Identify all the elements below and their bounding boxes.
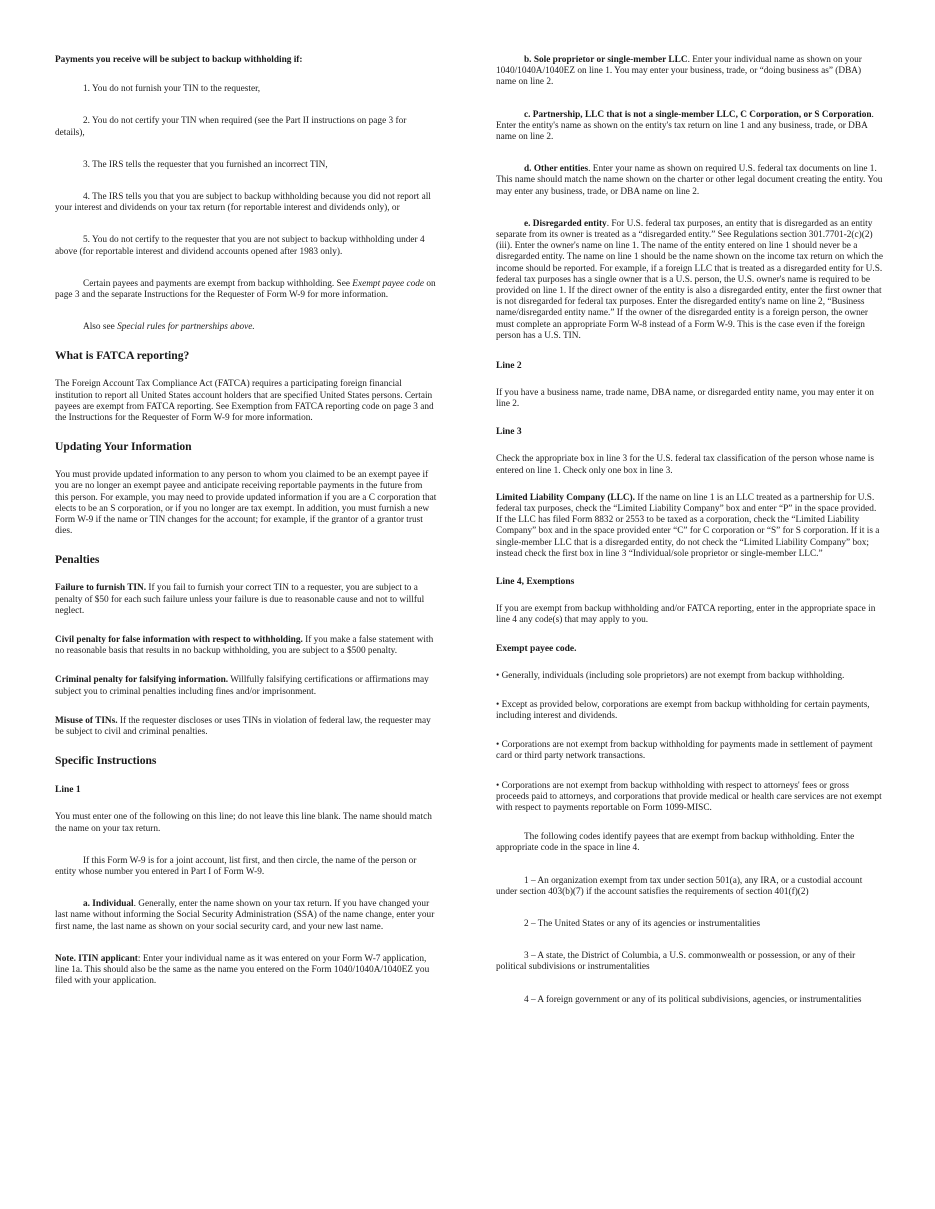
other-entities-text: . Enter your name as shown on required U.S. federal tax documents on line 1. This name should match the name shown on the charter or other legal document creating the entity. You may enter any business, trade, or DBA name on line 2. bbox=[496, 164, 883, 197]
penalty-3-title: Criminal penalty for falsifying information. bbox=[55, 675, 229, 686]
partnership-title: c. Partnership, LLC that is not a single-member LLC, C Corporation, or S Corporation bbox=[524, 109, 872, 120]
line-2-heading: Line 2 bbox=[496, 361, 522, 372]
updating-heading: Updating Your Information bbox=[55, 440, 192, 454]
penalty-4-title: Misuse of TINs. bbox=[55, 715, 118, 726]
specific-instructions-heading: Specific Instructions bbox=[55, 754, 157, 768]
left-column bbox=[55, 55, 437, 998]
codes-intro: The following codes identify payees that are exempt from backup withholding. Enter the appropriate code in the space in line 4. bbox=[496, 832, 855, 854]
penalties-heading: Penalties bbox=[55, 553, 100, 567]
itin-note bbox=[55, 954, 437, 988]
penalty-1-title: Failure to furnish TIN. bbox=[55, 583, 147, 594]
llc-paragraph bbox=[496, 493, 883, 560]
disregarded-text: . For U.S. federal tax purposes, an entity that is disregarded as an entity separate from its owner is treated as a “disregarded entity.” See Regulations section 301.7701-2(c)(2)(iii). Enter the owner's name on line 1. The name of the entity entered on line 1 should never be a disregarded entity. The name on line 1 should be the name shown on the income tax return on which the income should be reported. For example, if a foreign LLC that is treated as a disregarded entity for U.S. federal tax purposes has a single owner that is a U.S. person, the U.S. owner's name is required to be provided on line 1. If the direct owner of the entity is also a disregarded entity, enter the first owner that is not disregarded for federal tax purposes. Enter the disregarded entity's name on line 2, “Business name/disregarded entity name.” If the owner of the disregarded entity is a foreign person, the owner must complete an appropriate Form W-8 instead of a Form W-9. This is the case even if the foreign person has a U.S. TIN. bbox=[496, 218, 884, 341]
itin-title: Note. ITIN applicant bbox=[55, 953, 138, 964]
fatca-text: The Foreign Account Tax Compliance Act (FATCA) requires a participating foreign financial institution to report all United States account holders that are specified United States persons. Certain payees are exempt from FATCA reporting. See Exemption from FATCA reporting code on page 3 and the Instructions for the Requester of Form W-9 for more information. bbox=[55, 379, 434, 424]
exempt-bullet-2: • Except as provided below, corporations are exempt from backup withholding for certain payments, including interest and dividends. bbox=[496, 699, 870, 721]
disregarded-title: e. Disregarded entity bbox=[524, 218, 607, 229]
exempt-code-3: 3 – A state, the District of Columbia, a U.S. commonwealth or possession, or any of their political subdivisions or instrumentalities bbox=[496, 951, 856, 973]
penalty-misuse-of-tins bbox=[55, 716, 437, 738]
updating-text: You must provide updated information to any person to whom you claimed to be an exempt payee if you are no longer an exempt payee and anticipate receiving reportable payments in the future from this person. For example, you may need to provide updated information if you are a C corporation that elects to be an S corporation, or if you no longer are tax exempt. In addition, you must furnish a new Form W-9 if the name or TIN changes for the account; for example, if the grantor of a grantor trust dies. bbox=[55, 470, 437, 537]
individual-title: a. Individual bbox=[83, 899, 134, 910]
exempt-code-1: 1 – An organization exempt from tax under section 501(a), any IRA, or a custodial account under section 403(b)(7) if the account satisfies the requirements of section 401(f)(2) bbox=[496, 875, 863, 897]
disregarded-entity-paragraph bbox=[496, 219, 883, 342]
special-rules-ref: Special rules for partnerships above. bbox=[117, 322, 255, 333]
itin-text: : Enter your individual name as it was entered on your Form W-7 application, line 1a. This should also be the same as the name you entered on the Form 1040/1040A/1040EZ you filed with your application. bbox=[55, 953, 430, 987]
individual-paragraph bbox=[55, 899, 437, 933]
penalty-2-title: Civil penalty for false information with respect to withholding. bbox=[55, 635, 303, 646]
penalty-3-text: Willfully falsifying certifications or affirmations may subject you to criminal penalties including fines and/or imprisonment. bbox=[55, 675, 429, 697]
penalty-failure-to-furnish bbox=[55, 583, 437, 617]
fatca-heading: What is FATCA reporting? bbox=[55, 349, 190, 363]
right-column bbox=[496, 55, 883, 1017]
line-1-text: You must enter one of the following on this line; do not leave this line blank. The name should match the name on your tax return. bbox=[55, 812, 432, 834]
backup-item-3: 3. The IRS tells the requester that you furnished an incorrect TIN, bbox=[83, 159, 328, 170]
exempt-bullet-4: • Corporations are not exempt from backup withholding with respect to attorneys' fees or gross proceeds paid to attorneys, and corporations that provide medical or health care services are not exempt with respect to payments reportable on Form 1099-MISC. bbox=[496, 780, 882, 813]
backup-item-2: 2. You do not certify your TIN when required (see the Part II instructions on page 3 for details), bbox=[55, 116, 407, 138]
joint-account-text: If this Form W-9 is for a joint account, list first, and then circle, the name of the person or entity whose number you entered in Part I of Form W-9. bbox=[55, 855, 417, 877]
llc-text: If the name on line 1 is an LLC treated as a partnership for U.S. federal tax purposes, check the “Limited Liability Company” box and enter “P” in the space provided. If the LLC has filed Form 8832 or 2553 to be taxed as a corporation, check the “Limited Liability Company” box and in the space provided enter “C” for C corporation or “S” for S corporation. If it is a single-member LLC that is a disregarded entity, do not check the “Limited Liability Company” box; instead check the first box in line 3 “Individual/sole proprietor or single-member LLC.” bbox=[496, 492, 880, 559]
line-4-heading: Line 4, Exemptions bbox=[496, 577, 575, 588]
also-see-paragraph bbox=[55, 322, 437, 333]
exempt-text-c: on page 3 and the separate Instructions for the Requester of Form W-9 for more information. bbox=[55, 278, 436, 301]
line-1-heading: Line 1 bbox=[55, 785, 81, 796]
exempt-bullet-1: • Generally, individuals (including sole proprietors) are not exempt from backup withholding. bbox=[496, 670, 845, 681]
penalty-criminal bbox=[55, 675, 437, 697]
penalty-1-text: If you fail to furnish your correct TIN to a requester, you are subject to a penalty of $50 for each such failure unless your failure is due to reasonable cause and not to willful neglect. bbox=[55, 583, 425, 616]
exempt-bullet-3: • Corporations are not exempt from backup withholding for payments made in settlement of payment card or third party network transactions. bbox=[496, 740, 873, 762]
sole-prop-title: b. Sole proprietor or single-member LLC bbox=[524, 55, 688, 65]
backup-item-4: 4. The IRS tells you that you are subject to backup withholding because you did not report all your interest and dividends on your tax return (for reportable interest and dividends only), or bbox=[55, 192, 431, 214]
sole-prop-text: . Enter your individual name as shown on your 1040/1040A/1040EZ on line 1. You may enter your business, trade, or “doing business as” (DBA) name on line 2. bbox=[496, 55, 862, 88]
exempt-text-a: Certain payees and payments are exempt from backup withholding. See bbox=[83, 278, 353, 289]
penalty-4-text: If the requester discloses or uses TINs in violation of federal law, the requester may be subject to civil and criminal penalties. bbox=[55, 715, 431, 738]
also-see-text: Also see bbox=[83, 322, 118, 333]
backup-withholding-heading: Payments you receive will be subject to backup withholding if: bbox=[55, 55, 303, 65]
exempt-payees-paragraph bbox=[55, 279, 437, 301]
partnership-paragraph bbox=[496, 110, 883, 144]
other-entities-title: d. Other entities bbox=[524, 164, 589, 175]
individual-text: . Generally, enter the name shown on your tax return. If you have changed your last name without informing the Social Security Administration (SSA) of the name change, enter your first name, the last name as shown on your social security card, and your new last name. bbox=[55, 899, 435, 932]
line-3-heading: Line 3 bbox=[496, 427, 522, 438]
sole-proprietor-paragraph bbox=[496, 55, 883, 89]
partnership-text: . Enter the entity's name as shown on the entity's tax return on line 1 and any business, trade, or DBA name on line 2. bbox=[496, 109, 874, 143]
backup-item-1: 1. You do not furnish your TIN to the requester, bbox=[83, 84, 261, 95]
exempt-code-4: 4 – A foreign government or any of its political subdivisions, agencies, or instrumentalities bbox=[524, 994, 862, 1005]
line-3-text: Check the appropriate box in line 3 for the U.S. federal tax classification of the person whose name is entered on line 1. Check only one box in line 3. bbox=[496, 454, 874, 476]
other-entities-paragraph bbox=[496, 164, 883, 198]
line-2-text: If you have a business name, trade name, DBA name, or disregarded entity name, you may enter it on line 2. bbox=[496, 388, 874, 410]
llc-title: Limited Liability Company (LLC). bbox=[496, 492, 635, 503]
exempt-payee-code-heading: Exempt payee code. bbox=[496, 643, 577, 654]
penalty-civil bbox=[55, 635, 437, 657]
exempt-code-2: 2 – The United States or any of its agencies or instrumentalities bbox=[524, 918, 761, 929]
penalty-2-text: If you make a false statement with no reasonable basis that results in no backup withholding, you are subject to a $500 penalty. bbox=[55, 635, 434, 657]
exempt-payee-code-ref: Exempt payee code bbox=[352, 278, 425, 289]
line-4-text: If you are exempt from backup withholding and/or FATCA reporting, enter in the appropriate space in line 4 any code(s) that may apply to you. bbox=[496, 604, 876, 626]
backup-item-5: 5. You do not certify to the requester that you are not subject to backup withholding under 4 above (for reportable interest and dividend accounts opened after 1983 only). bbox=[55, 235, 425, 257]
